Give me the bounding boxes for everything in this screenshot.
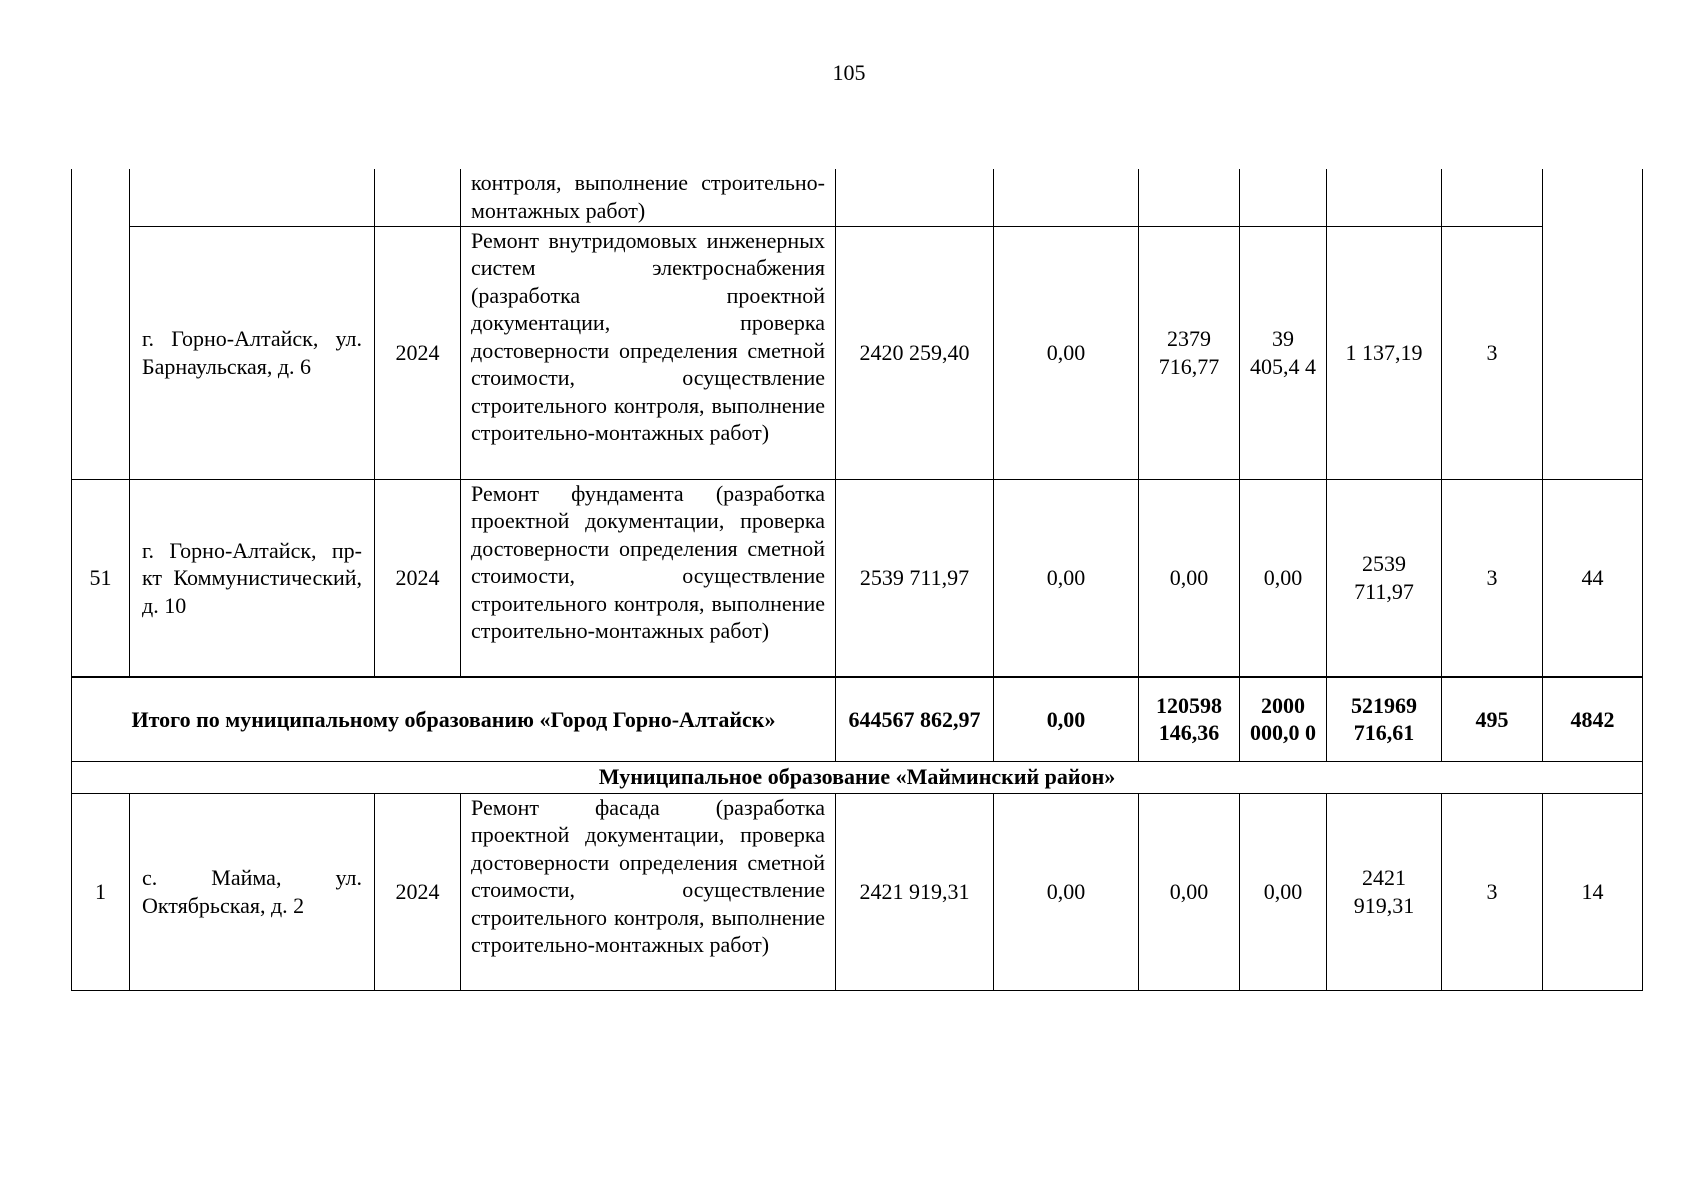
owners-funds-cell: 2421 919,31 bbox=[1327, 793, 1442, 990]
work-description-cell: контроля, выполнение строительно-монтажных работ) bbox=[461, 169, 836, 226]
planned-date-cell bbox=[1543, 169, 1643, 479]
table-row bbox=[72, 226, 1643, 479]
total-cost-cell: 2539 711,97 bbox=[836, 479, 994, 677]
total-cost-cell: 2421 919,31 bbox=[836, 793, 994, 990]
region-budget-cell: 0,00 bbox=[1139, 479, 1240, 677]
fund-cell: 0,00 bbox=[994, 226, 1139, 479]
region-budget-cell: 2379 716,77 bbox=[1139, 226, 1240, 479]
year-cell bbox=[375, 169, 461, 226]
fund-cell bbox=[994, 169, 1139, 226]
fund-cell: 0,00 bbox=[994, 793, 1139, 990]
local-budget-cell: 39 405,4 4 bbox=[1240, 226, 1327, 479]
total-cost-cell bbox=[836, 169, 994, 226]
region-budget-cell: 0,00 bbox=[1139, 793, 1240, 990]
owners-funds-cell: 2539 711,97 bbox=[1327, 479, 1442, 677]
year-cell: 2024 bbox=[375, 226, 461, 479]
work-description-cell: Ремонт фундамента (разработка проектной документации, проверка достоверности определения сметной стоимости, осуществление строительного контроля, выполнение строительно-монтажных работ) bbox=[461, 479, 836, 677]
year-cell: 2024 bbox=[375, 479, 461, 677]
unit-cost-cell bbox=[1442, 169, 1543, 226]
row-number-cell: 1 bbox=[72, 793, 130, 990]
local-budget-cell bbox=[1240, 169, 1327, 226]
unit-cost-cell: 495 bbox=[1442, 677, 1543, 761]
row-number-cell bbox=[72, 169, 130, 479]
unit-cost-cell: 3 bbox=[1442, 479, 1543, 677]
owners-funds-cell: 521969 716,61 bbox=[1327, 677, 1442, 761]
section-title: Муниципальное образование «Майминский район» bbox=[72, 761, 1643, 793]
planned-date-cell: 44 bbox=[1543, 479, 1643, 677]
table-row bbox=[72, 793, 1643, 990]
planned-date-cell: 4842 bbox=[1543, 677, 1643, 761]
owners-funds-cell: 1 137,19 bbox=[1327, 226, 1442, 479]
table-row bbox=[72, 169, 1643, 226]
local-budget-cell: 0,00 bbox=[1240, 479, 1327, 677]
total-label: Итого по муниципальному образованию «Город Горно-Алтайск» bbox=[72, 677, 836, 761]
total-cost-cell: 2420 259,40 bbox=[836, 226, 994, 479]
fund-cell: 0,00 bbox=[994, 677, 1139, 761]
fund-cell: 0,00 bbox=[994, 479, 1139, 677]
address-cell bbox=[130, 169, 375, 226]
work-description-cell: Ремонт внутридомовых инженерных систем электроснабжения (разработка проектной документации, проверка достоверности определения сметной стоимости, осуществление строительного контроля, выполнение строительно-монтажных работ) bbox=[461, 226, 836, 479]
planned-date-cell: 14 bbox=[1543, 793, 1643, 990]
owners-funds-cell bbox=[1327, 169, 1442, 226]
table-row bbox=[72, 479, 1643, 677]
address-cell: с. Майма, ул. Октябрьская, д. 2 bbox=[130, 793, 375, 990]
total-cost-cell: 644567 862,97 bbox=[836, 677, 994, 761]
region-budget-cell bbox=[1139, 169, 1240, 226]
row-number-cell: 51 bbox=[72, 479, 130, 677]
section-header-row bbox=[72, 761, 1643, 793]
capital-repair-table bbox=[71, 169, 1643, 991]
address-cell: г. Горно-Алтайск, ул. Барнаульская, д. 6 bbox=[130, 226, 375, 479]
local-budget-cell: 2000 000,0 0 bbox=[1240, 677, 1327, 761]
total-row bbox=[72, 677, 1643, 761]
unit-cost-cell: 3 bbox=[1442, 793, 1543, 990]
unit-cost-cell: 3 bbox=[1442, 226, 1543, 479]
address-cell: г. Горно-Алтайск, пр-кт Коммунистический, д. 10 bbox=[130, 479, 375, 677]
work-description-cell: Ремонт фасада (разработка проектной документации, проверка достоверности определения сметной стоимости, осуществление строительного контроля, выполнение строительно-монтажных работ) bbox=[461, 793, 836, 990]
year-cell: 2024 bbox=[375, 793, 461, 990]
local-budget-cell: 0,00 bbox=[1240, 793, 1327, 990]
region-budget-cell: 120598 146,36 bbox=[1139, 677, 1240, 761]
page-number: 105 bbox=[832, 60, 866, 85]
